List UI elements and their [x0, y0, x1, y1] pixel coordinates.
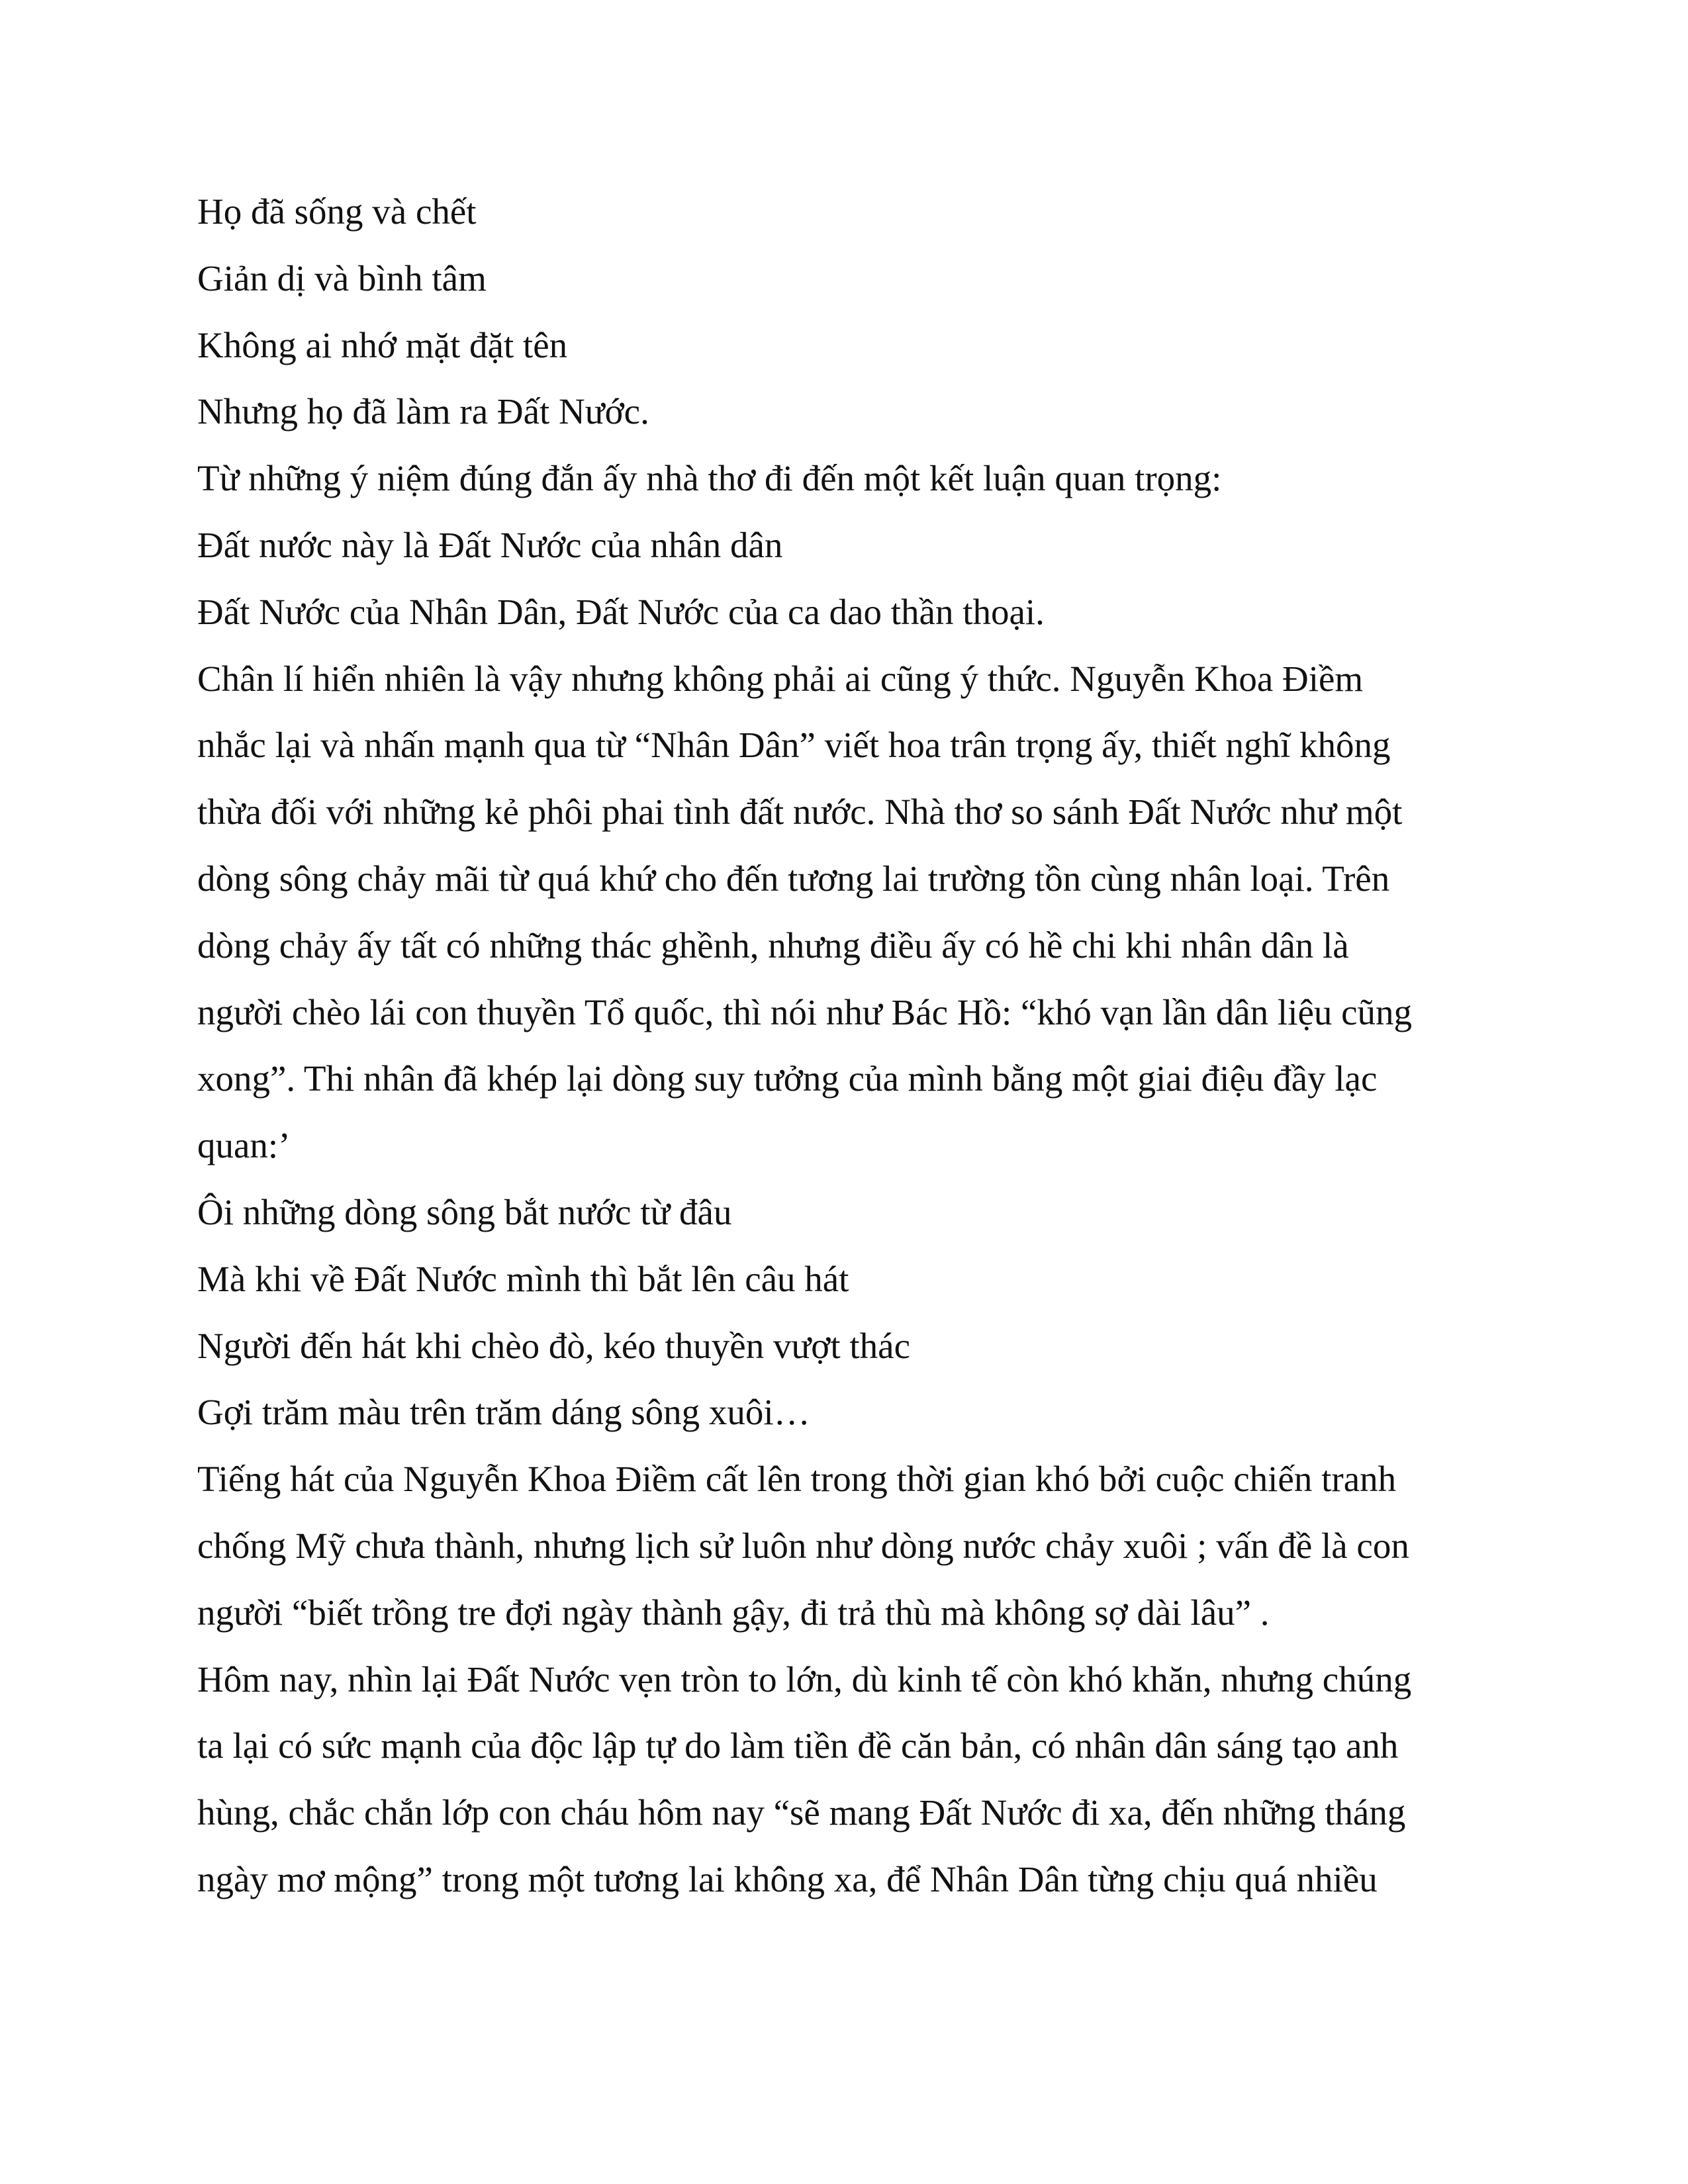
text-line: Đất Nước của Nhân Dân, Đất Nước của ca dao thần thoại.	[197, 591, 1045, 632]
text-line: Chân lí hiển nhiên là vậy nhưng không phải ai cũng ý thức. Nguyễn Khoa Điềm	[197, 658, 1364, 699]
text-line: Đất nước này là Đất Nước của nhân dân	[197, 524, 783, 565]
text-line: dòng chảy ấy tất có những thác ghềnh, nhưng điều ấy có hề chi khi nhân dân là	[197, 925, 1349, 966]
text-line: người chèo lái con thuyền Tổ quốc, thì nói như Bác Hồ: “khó vạn lần dân liệu cũng	[197, 991, 1413, 1032]
text-line: dòng sông chảy mãi từ quá khứ cho đến tương lai trường tồn cùng nhân loại. Trên	[197, 858, 1390, 899]
text-line: ngày mơ mộng” trong một tương lai không xa, để Nhân Dân từng chịu quá nhiều	[197, 1858, 1378, 1899]
text-line: Ôi những dòng sông bắt nước từ đâu	[197, 1191, 732, 1232]
text-line: Tiếng hát của Nguyễn Khoa Điềm cất lên trong thời gian khó bởi cuộc chiến tranh	[197, 1459, 1397, 1500]
text-line: quan:’	[197, 1125, 291, 1166]
document-body-text	[197, 179, 1508, 1913]
text-line: thừa đối với những kẻ phôi phai tình đất nước. Nhà thơ so sánh Đất Nước như một	[197, 792, 1403, 833]
text-line: Không ai nhớ mặt đặt tên	[197, 324, 568, 365]
text-line: Từ những ý niệm đúng đắn ấy nhà thơ đi đến một kết luận quan trọng:	[197, 458, 1222, 499]
text-line: Mà khi về Đất Nước mình thì bắt lên câu hát	[197, 1258, 849, 1299]
text-line: Họ đã sống và chết	[197, 191, 477, 232]
text-line: chống Mỹ chưa thành, nhưng lịch sử luôn như dòng nước chảy xuôi ; vấn đề là con	[197, 1525, 1409, 1566]
text-line: Hôm nay, nhìn lại Đất Nước vẹn tròn to lớn, dù kinh tế còn khó khăn, nhưng chúng	[197, 1659, 1412, 1700]
text-line: xong”. Thi nhân đã khép lại dòng suy tưởng của mình bằng một giai điệu đầy lạc	[197, 1058, 1378, 1099]
text-line: Người đến hát khi chèo đò, kéo thuyền vượt thác	[197, 1325, 910, 1366]
text-line: người “biết trồng tre đợi ngày thành gậy, đi trả thù mà không sợ dài lâu” .	[197, 1592, 1270, 1633]
text-line: Gợi trăm màu trên trăm dáng sông xuôi…	[197, 1392, 810, 1433]
text-line: nhắc lại và nhấn mạnh qua từ “Nhân Dân” viết hoa trân trọng ấy, thiết nghĩ không	[197, 725, 1391, 766]
text-line: hùng, chắc chắn lớp con cháu hôm nay “sẽ mang Đất Nước đi xa, đến những tháng	[197, 1792, 1406, 1833]
text-line: ta lại có sức mạnh của độc lập tự do làm tiền đề căn bản, có nhân dân sáng tạo anh	[197, 1725, 1399, 1766]
text-line: Nhưng họ đã làm ra Đất Nước.	[197, 391, 649, 432]
text-line: Giản dị và bình tâm	[197, 257, 487, 298]
